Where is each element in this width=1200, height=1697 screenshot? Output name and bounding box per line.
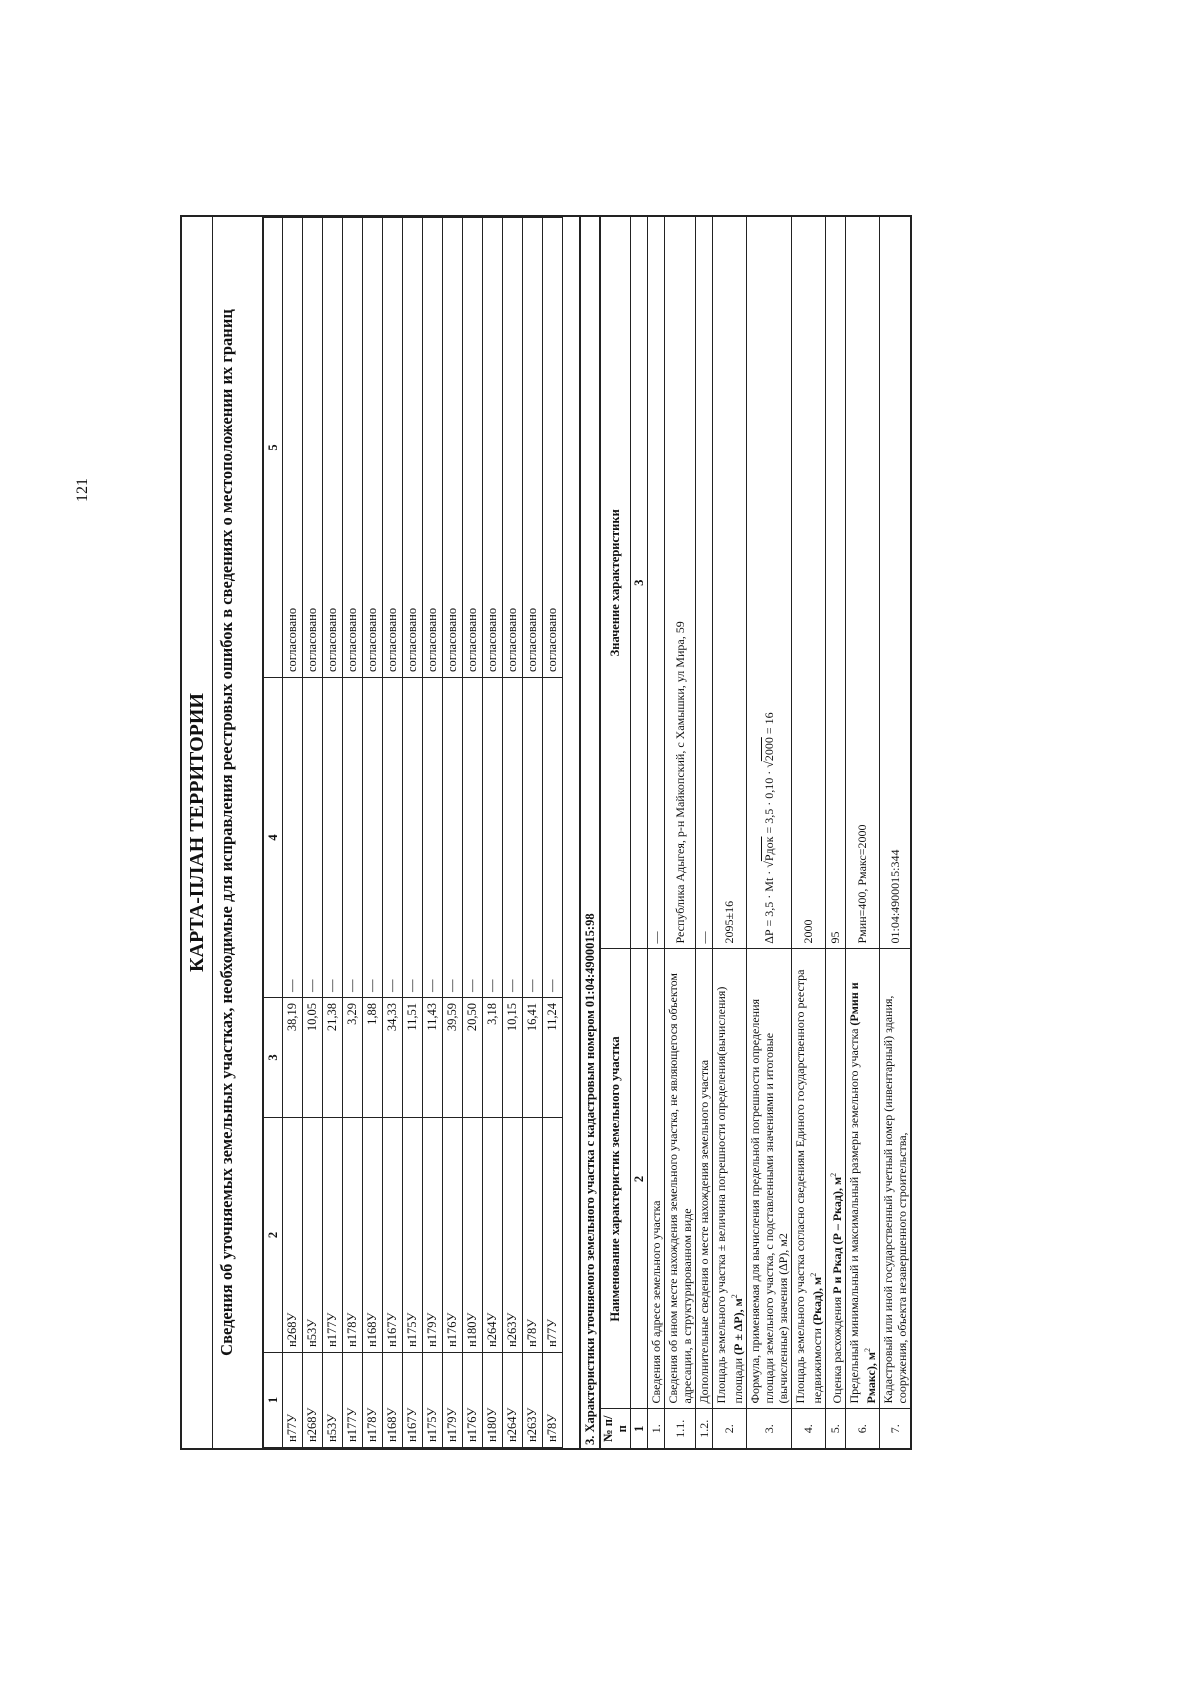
table-row [543,218,563,1448]
table-cell: согласовано [423,218,443,678]
row-number: 4. [791,1409,825,1449]
row-name-text: Предельный минимальный и максимальный размеры земельного участка [846,1028,861,1404]
row-name-bold: (Ркад), м [809,1276,824,1326]
table-cell: н263У [523,1353,543,1448]
section-subtitle: Сведения об уточняемых земельных участках, необходимые для исправления реестровых ошибок в сведениях о местоположении их границ [213,217,263,1448]
row-value: 01:04:4900015:344 [879,216,911,949]
table-cell: 3,29 [343,998,363,1118]
row-name: Оценка расхождения Р и Ркад (Р – Ркад), $м^2$ [825,949,845,1409]
table-row [483,218,503,1448]
row-value: 2095±16 [712,216,746,949]
table-cell: согласовано [483,218,503,678]
column-number: 3 [264,998,283,1118]
table-cell: согласовано [363,218,383,678]
table-cell: н77У [543,1118,563,1353]
table-cell: — [443,678,463,998]
row-value-formula [746,216,791,949]
table-cell: н78У [523,1118,543,1353]
table-cell: 21,38 [323,998,343,1118]
table-cell: н268У [303,1353,323,1448]
row-value: 95 [825,216,845,949]
header-name: Наименование характеристик земельного участка [600,949,630,1409]
table-row [523,218,543,1448]
map-plan-frame [180,215,563,1450]
table-row [443,218,463,1448]
header-no: № п/п [600,1409,630,1449]
row-name-bold: (Р ± ∆Р), м [730,1298,745,1355]
table-cell: н176У [463,1353,483,1448]
table-cell: н264У [483,1118,503,1353]
table-cell: 38,19 [283,998,303,1118]
table-row [825,216,845,1449]
row-number: 7. [879,1409,911,1449]
table-cell: 20,50 [463,998,483,1118]
table-cell: 16,41 [523,998,543,1118]
table-row [879,216,911,1449]
table-cell: н178У [343,1118,363,1353]
formula-part: ∆Р = 3,5 · Mt · √ [761,861,776,944]
table-cell: — [403,678,423,998]
table-row [845,216,879,1449]
table-cell: согласовано [543,218,563,678]
table-row [323,218,343,1448]
page-title: КАРТА-ПЛАН ТЕРРИТОРИИ [182,217,213,1448]
row-number: 2. [712,1409,746,1449]
table-row [423,218,443,1448]
table-cell: — [483,678,503,998]
row-number: 3. [746,1409,791,1449]
table-row [664,216,695,1449]
table-cell: 11,43 [423,998,443,1118]
table-cell: — [343,678,363,998]
column-number: 1 [264,1353,283,1448]
characteristics-table [599,215,912,1450]
row-name-text: Площадь земельного участка согласно сведениям Единого государственного реестра недвижимости [792,969,824,1404]
row-name: Сведения об адресе земельного участка [647,949,664,1409]
column-number: 2 [630,949,647,1409]
table-cell: н167У [383,1118,403,1353]
table-cell: н53У [323,1353,343,1448]
row-name-bold: Р и Ркад (Р – Ркад), м [829,1176,844,1294]
row-name: Сведения об ином месте нахождения земельного участка, не являющегося объектом адресации, в структурированном виде [664,949,695,1409]
table-row [283,218,303,1448]
row-number: 1.2. [695,1409,712,1449]
table-cell: — [363,678,383,998]
table-cell: 10,15 [503,998,523,1118]
row-number: 6. [845,1409,879,1449]
table-cell: н179У [443,1353,463,1448]
table-cell: н175У [403,1118,423,1353]
formula-radicand: Pдок [761,836,776,862]
table-cell: н264У [503,1353,523,1448]
row-name-text: Оценка расхождения [829,1296,844,1404]
table-cell: н167У [403,1353,423,1448]
column-number: 1 [630,1409,647,1449]
boundary-points-table [263,217,563,1448]
table-row [746,216,791,1449]
table-cell: н177У [323,1118,343,1353]
table-cell: — [383,678,403,998]
table-row [647,216,664,1449]
row-name: Предельный минимальный и максимальный размеры земельного участка (Рмин и Рмакс), $м^2$ [845,949,879,1409]
table-row [343,218,363,1448]
table-cell: н268У [283,1118,303,1353]
table-cell: н176У [443,1118,463,1353]
table-cell: 34,33 [383,998,403,1118]
row-number: 1. [647,1409,664,1449]
table-cell: н53У [303,1118,323,1353]
table-row [695,216,712,1449]
formula-part: = 3,5 · 0,10 · √ [761,761,776,837]
table-row [303,218,323,1448]
row-name: Дополнительные сведения о месте нахождения земельного участка [695,949,712,1409]
table-row [383,218,403,1448]
table-row [791,216,825,1449]
table-cell: н180У [463,1118,483,1353]
section-separator [563,215,579,1450]
row-name: Площадь земельного участка ± величина погрешности определения(вычисления) площади (Р ± ∆Р), $м^2$ [712,949,746,1409]
table-cell: н77У [283,1353,303,1448]
table-row [403,218,423,1448]
row-name-text: Площадь земельного участка ± величина погрешности определения(вычисления) площади [713,986,745,1404]
column-number: 3 [630,216,647,949]
table-cell: согласовано [523,218,543,678]
table-cell: н263У [503,1118,523,1353]
table-header-row [600,216,630,1449]
table-cell: н178У [363,1353,383,1448]
table-cell: — [323,678,343,998]
row-number: 5. [825,1409,845,1449]
table-cell: согласовано [403,218,423,678]
table-cell: — [523,678,543,998]
table-cell: 1,88 [363,998,383,1118]
table-cell: — [463,678,483,998]
table-cell: н168У [363,1118,383,1353]
table-cell: 11,24 [543,998,563,1118]
table-cell: н168У [383,1353,403,1448]
table-cell: согласовано [503,218,523,678]
table-row [712,216,746,1449]
table-cell: — [543,678,563,998]
row-value: 2000 [791,216,825,949]
table-cell: согласовано [443,218,463,678]
formula-radicand: 2000 [761,737,776,762]
table-row [463,218,483,1448]
table-cell: н179У [423,1118,443,1353]
rotated-sheet [180,215,909,1450]
table-cell: — [283,678,303,998]
table-cell: 10,05 [303,998,323,1118]
table-cell: н177У [343,1353,363,1448]
row-value: — [695,216,712,949]
table-cell: н175У [423,1353,443,1448]
section-3-title: 3. Характеристики уточняемого земельного участка с кадастровым номером 01:04:4900015:98 [579,215,599,1450]
table-cell: 3,18 [483,998,503,1118]
table-cell: согласовано [283,218,303,678]
page-number: 121 [74,478,91,502]
table-row [363,218,383,1448]
table-cell: 11,51 [403,998,423,1118]
table-cell: н78У [543,1353,563,1448]
header-value: Значение характеристики [600,216,630,949]
table-cell: — [503,678,523,998]
column-number: 4 [264,678,283,998]
row-value: Республика Адыгея, р-н Майкопский, с Хамышки, ул Мира, 59 [664,216,695,949]
row-name-bold: (Рмин и Рмакс), м [846,982,878,1404]
row-name: Кадастровый или иной государственный учетный номер (инвентарный) здания, сооружения, объекта незавершенного строительства, [879,949,911,1409]
table-cell: согласовано [303,218,323,678]
column-number: 5 [264,218,283,678]
table-cell: — [303,678,323,998]
table-cell: — [423,678,443,998]
table-cell: согласовано [343,218,363,678]
column-number: 2 [264,1118,283,1353]
row-name: Формула, применяемая для вычисления предельной погрешности определения площади земельного участка, с подставленными значениями и итоговые (вычисленные) значения (∆Р), м2 [746,949,791,1409]
table-header-row [264,218,283,1448]
formula-part: = 16 [761,712,776,738]
row-number: 1.1. [664,1409,695,1449]
row-value: — [647,216,664,949]
table-cell: согласовано [323,218,343,678]
row-name: Площадь земельного участка согласно сведениям Единого государственного реестра недвижимости (Ркад), $м^2$ [791,949,825,1409]
table-cell: согласовано [463,218,483,678]
column-numbers-row [630,216,647,1449]
table-row [503,218,523,1448]
boundary-points-body [283,218,563,1448]
row-value: Рмин=400, Рмакс=2000 [845,216,879,949]
table-cell: 39,59 [443,998,463,1118]
table-cell: согласовано [383,218,403,678]
table-cell: н180У [483,1353,503,1448]
